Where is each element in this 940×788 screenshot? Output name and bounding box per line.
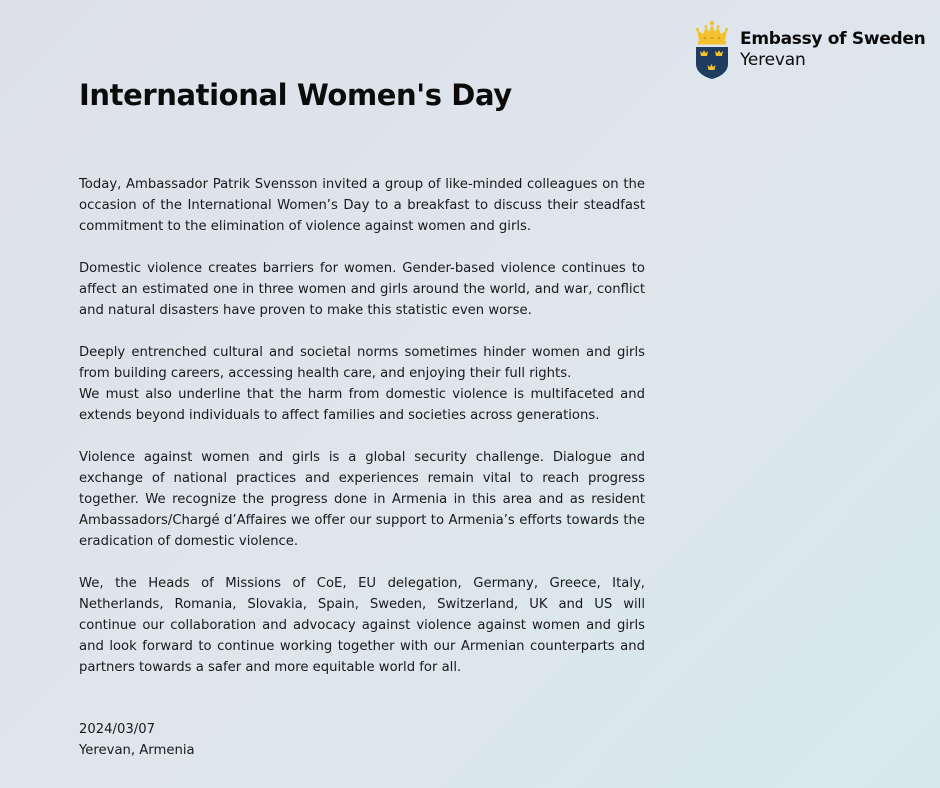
- paragraph-harm: We must also underline that the harm from domestic violence is multifaceted and extends beyond individuals to affect families and societies across generations.: [79, 387, 645, 423]
- sweden-crest-icon: [695, 20, 729, 80]
- paragraph-norms: Deeply entrenched cultural and societal norms sometimes hinder women and girls from building careers, accessing health care, and enjoying their full rights.: [79, 345, 645, 381]
- embassy-logo: [695, 20, 925, 80]
- paragraph-intro: Today, Ambassador Patrik Svensson invited a group of like-minded colleagues on the occasion of the International Women’s Day to a breakfast to discuss their steadfast commitment to the elimination of violence against women and girls.: [79, 177, 645, 234]
- logo-title: Embassy of Sweden: [740, 29, 926, 49]
- logo-subtitle: Yerevan: [740, 50, 806, 70]
- paragraph-heads-of-missions: We, the Heads of Missions of CoE, EU delegation, Germany, Greece, Italy, Netherlands, Romania, Slovakia, Spain, Sweden, Switzerland, UK and US will continue our collaboration and advocacy against violence against women and girls and look forward to continue working together with our Armenian counterparts and partners towards a safer and more equitable world for all.: [79, 576, 645, 675]
- paragraph-security: Violence against women and girls is a global security challenge. Dialogue and exchange of national practices and experiences remain vital to reach progress together. We recognize the progress done in Armenia in this area and as resident Ambassadors/Chargé d’Affaires we offer our support to Armenia’s efforts towards the eradication of domestic violence.: [79, 450, 645, 549]
- footer-date: 2024/03/07: [79, 722, 156, 737]
- paragraph-domestic-violence: Domestic violence creates barriers for women. Gender-based violence continues to affect an estimated one in three women and girls around the world, and war, conflict and natural disasters have proven to make this statistic even worse.: [79, 261, 645, 318]
- letter-footer: [79, 719, 195, 761]
- footer-location: Yerevan, Armenia: [79, 743, 195, 758]
- page-title: International Women's Day: [79, 78, 512, 112]
- letter-body: [79, 174, 645, 699]
